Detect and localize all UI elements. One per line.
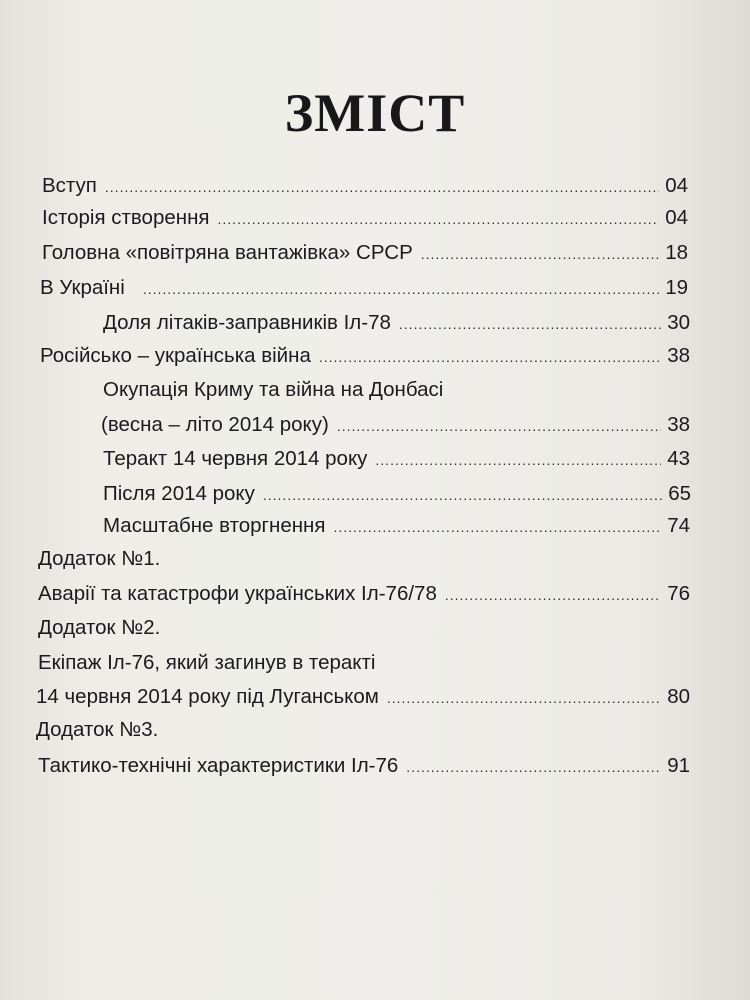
toc-entry <box>38 753 690 780</box>
toc-entry-title: В Україні <box>40 276 125 299</box>
toc-entry <box>42 240 688 267</box>
toc-entry-title: Доля літаків-заправників Іл-78 <box>103 311 391 334</box>
toc-entry-page: 38 <box>667 344 690 367</box>
toc-entry-title: Російсько – українська війна <box>40 344 311 367</box>
toc-entry <box>103 513 690 540</box>
appendix-heading: Додаток №2. <box>38 616 161 639</box>
dot-leader <box>105 174 659 200</box>
toc-entry <box>101 412 690 439</box>
toc-entry-page: 30 <box>667 311 690 334</box>
dot-leader <box>421 241 659 267</box>
page-title: ЗМІСТ <box>284 83 466 143</box>
toc-entry-title: Окупація Криму та війна на Донбасі <box>103 378 444 401</box>
toc-entry-page: 18 <box>665 241 688 264</box>
toc-entry <box>38 581 690 608</box>
toc-entry-title: Теракт 14 червня 2014 року <box>103 447 368 470</box>
dot-leader <box>375 447 661 473</box>
toc-entry <box>42 173 688 200</box>
toc-entry <box>36 684 690 711</box>
appendix-heading: Додаток №3. <box>36 718 159 741</box>
dot-leader <box>445 582 661 608</box>
dot-leader <box>387 685 661 711</box>
dot-leader <box>333 514 661 540</box>
toc-entry <box>42 205 688 232</box>
toc-entry-page: 65 <box>668 482 691 505</box>
dot-leader <box>143 276 659 302</box>
toc-entry-title: 14 червня 2014 року під Луганськом <box>36 685 379 708</box>
toc-entry-page: 76 <box>667 582 690 605</box>
toc-entry-title: Історія створення <box>42 206 210 229</box>
dot-leader <box>337 413 661 439</box>
toc-entry <box>40 343 690 370</box>
toc-entry <box>103 310 690 337</box>
toc-entry-page: 38 <box>667 413 690 436</box>
toc-entry-title: Масштабне вторгнення <box>103 514 326 537</box>
toc-entry-page: 74 <box>667 514 690 537</box>
dot-leader <box>263 482 662 508</box>
toc-entry-title: Після 2014 року <box>103 482 255 505</box>
toc-entry-page: 80 <box>667 685 690 708</box>
toc-entry-title: Головна «повітряна вантажівка» СРСР <box>42 241 413 264</box>
dot-leader <box>399 311 661 337</box>
toc-entry-title: Екіпаж Іл-76, який загинув в теракті <box>38 651 376 674</box>
toc-entry-page: 91 <box>667 754 690 777</box>
toc-entry-page: 19 <box>665 276 688 299</box>
toc-entry-page: 04 <box>665 206 688 229</box>
dot-leader <box>218 206 660 232</box>
toc-entry-title: Тактико-технічні характеристики Іл-76 <box>38 754 399 777</box>
toc-entry-page: 04 <box>665 174 688 197</box>
appendix-heading: Додаток №1. <box>38 547 161 570</box>
toc-entry-title: Аварії та катастрофи українських Іл-76/78 <box>38 582 437 605</box>
dot-leader <box>406 754 661 780</box>
toc-entry <box>40 275 688 302</box>
toc-entry-page: 43 <box>667 447 690 470</box>
toc-entry <box>103 446 690 473</box>
toc-entry-title: (весна – літо 2014 року) <box>101 413 329 436</box>
toc-entry <box>103 481 691 508</box>
toc-entry-title: Вступ <box>42 174 97 197</box>
dot-leader <box>319 344 661 370</box>
